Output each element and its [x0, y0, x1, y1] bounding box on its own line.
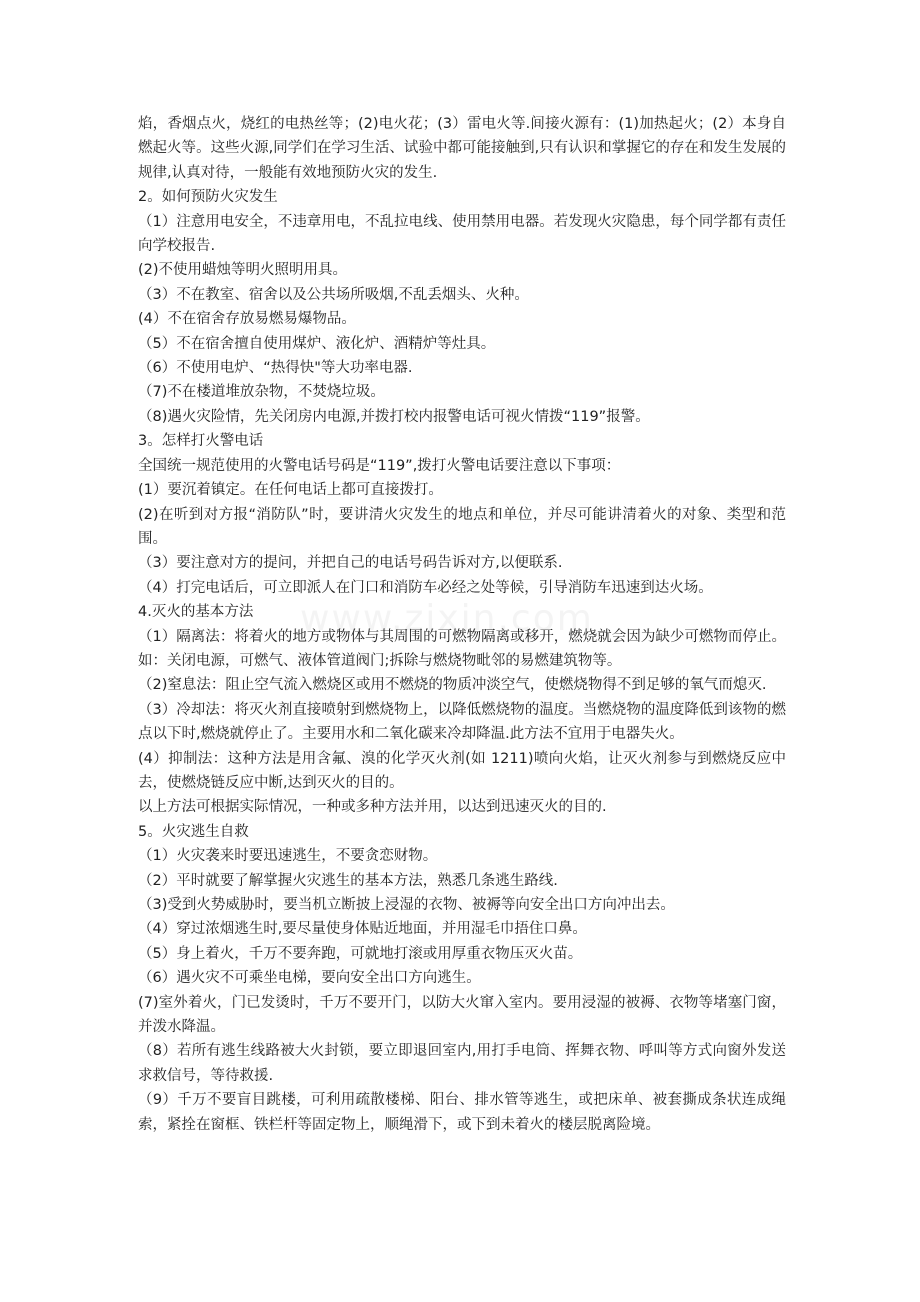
- list-item: (2)在听到对方报“消防队”时，要讲清火灾发生的地点和单位，并尽可能讲清着火的对象、类型和范围。: [138, 506, 786, 547]
- paragraph: 焰，香烟点火，烧红的电热丝等；(2)电火花；(3）雷电火等.间接火源有：(1)加热起火；(2）本身自燃起火等。这些火源,同学们在学习生活、试验中都可能接触到,只有认识和掌握它的存在和发生发展的规律,认真对待，一般能有效地预防火灾的发生.: [138, 116, 786, 181]
- list-item: （1）隔离法：将着火的地方或物体与其周围的可燃物隔离或移开，燃烧就会因为缺少可燃物而停止。如：关闭电源，可燃气、液体管道阀门;拆除与燃烧物毗邻的易燃建筑物等。: [138, 628, 786, 669]
- document-body: [138, 112, 786, 1137]
- list-item: （2）平时就要了解掌握火灾逃生的基本方法，熟悉几条逃生路线.: [138, 872, 558, 889]
- list-item: （5）身上着火，千万不要奔跑，可就地打滚或用厚重衣物压灭火苗。: [138, 945, 583, 962]
- paragraph: 以上方法可根据实际情况，一种或多种方法并用，以达到迅速灭火的目的.: [138, 799, 607, 816]
- list-item: （1）火灾袭来时要迅速逃生，不要贪恋财物。: [138, 848, 438, 865]
- list-item: （1）注意用电安全，不违章用电，不乱拉电线、使用禁用电器。若发现火灾隐患，每个同学都有责任向学校报告.: [138, 213, 786, 255]
- list-item: (4）抑制法：这种方法是用含氟、溴的化学灭火剂(如 1211)喷向火焰，让灭火剂参与到燃烧反应中去，使燃烧链反应中断,达到灭火的目的。: [138, 750, 786, 791]
- list-item: (1）要沉着镇定。在任何电话上都可直接拨打。: [138, 482, 443, 499]
- list-item: （6）不使用电炉、“热得快"等大功率电器.: [138, 360, 413, 377]
- list-item: （3）冷却法：将灭火剂直接喷射到燃烧物上，以降低燃烧物的温度。当燃烧物的温度降低到该物的燃点以下时,燃烧就停止了。主要用水和二氧化碳来冷却降温.此方法不宜用于电器失火。: [138, 701, 786, 743]
- list-item: (4）不在宿舍存放易燃易爆物品。: [138, 311, 356, 328]
- list-item: （7)不在楼道堆放杂物，不焚烧垃圾。: [138, 384, 385, 401]
- list-item: (7)室外着火，门已发烫时，千万不要开门，以防大火窜入室内。要用浸湿的被褥、衣物等堵塞门窗，并泼水降温。: [138, 994, 786, 1036]
- section-heading: 2。如何预防火灾发生: [138, 189, 278, 206]
- list-item: （8）若所有逃生线路被大火封锁，要立即退回室内,用打手电筒、挥舞衣物、呼叫等方式向窗外发送求救信号，等待救援.: [138, 1043, 786, 1084]
- list-item: （2)窒息法：阻止空气流入燃烧区或用不燃烧的物质冲淡空气，使燃烧物得不到足够的氧气而熄灭.: [138, 677, 767, 694]
- section-heading: 4.灭火的基本方法: [138, 604, 254, 621]
- watermark: www.zixin.com: [300, 598, 594, 639]
- list-item: （3)受到火势威胁时，要当机立断披上浸湿的衣物、被褥等向安全出口方向冲出去。: [138, 897, 675, 913]
- list-item: （8)遇火灾险情，先关闭房内电源,并拨打校内报警电话可视火情拨“119”报警。: [138, 408, 650, 425]
- list-item: （3）要注意对方的提问，并把自己的电话号码告诉对方,以便联系.: [138, 555, 563, 572]
- list-item: （4）打完电话后，可立即派人在门口和消防车必经之处等候，引导消防车迅速到达火场。: [138, 579, 713, 596]
- list-item: （5）不在宿舍擅自使用煤炉、液化炉、酒精炉等灶具。: [138, 335, 496, 352]
- list-item: （3）不在教室、宿舍以及公共场所吸烟,不乱丢烟头、火种。: [138, 286, 529, 303]
- list-item: （6）遇火灾不可乘坐电梯，要向安全出口方向逃生。: [138, 970, 481, 987]
- list-item: （9）千万不要盲目跳楼，可利用疏散楼梯、阳台、排水管等逃生，或把床单、被套撕成条状连成绳索，紧拴在窗框、铁栏杆等固定物上，顺绳滑下，或下到未着火的楼层脱离险境。: [138, 1092, 786, 1133]
- list-item: (2)不使用蜡烛等明火照明用具。: [138, 262, 348, 279]
- list-item: （4）穿过浓烟逃生时,要尽量使身体贴近地面，并用湿毛巾捂住口鼻。: [138, 921, 587, 938]
- section-heading: 3。怎样打火警电话: [138, 433, 264, 450]
- section-heading: 5。火灾逃生自救: [138, 823, 249, 840]
- paragraph: 全国统一规范使用的火警电话号码是“119”,拨打火警电话要注意以下事项：: [138, 457, 621, 474]
